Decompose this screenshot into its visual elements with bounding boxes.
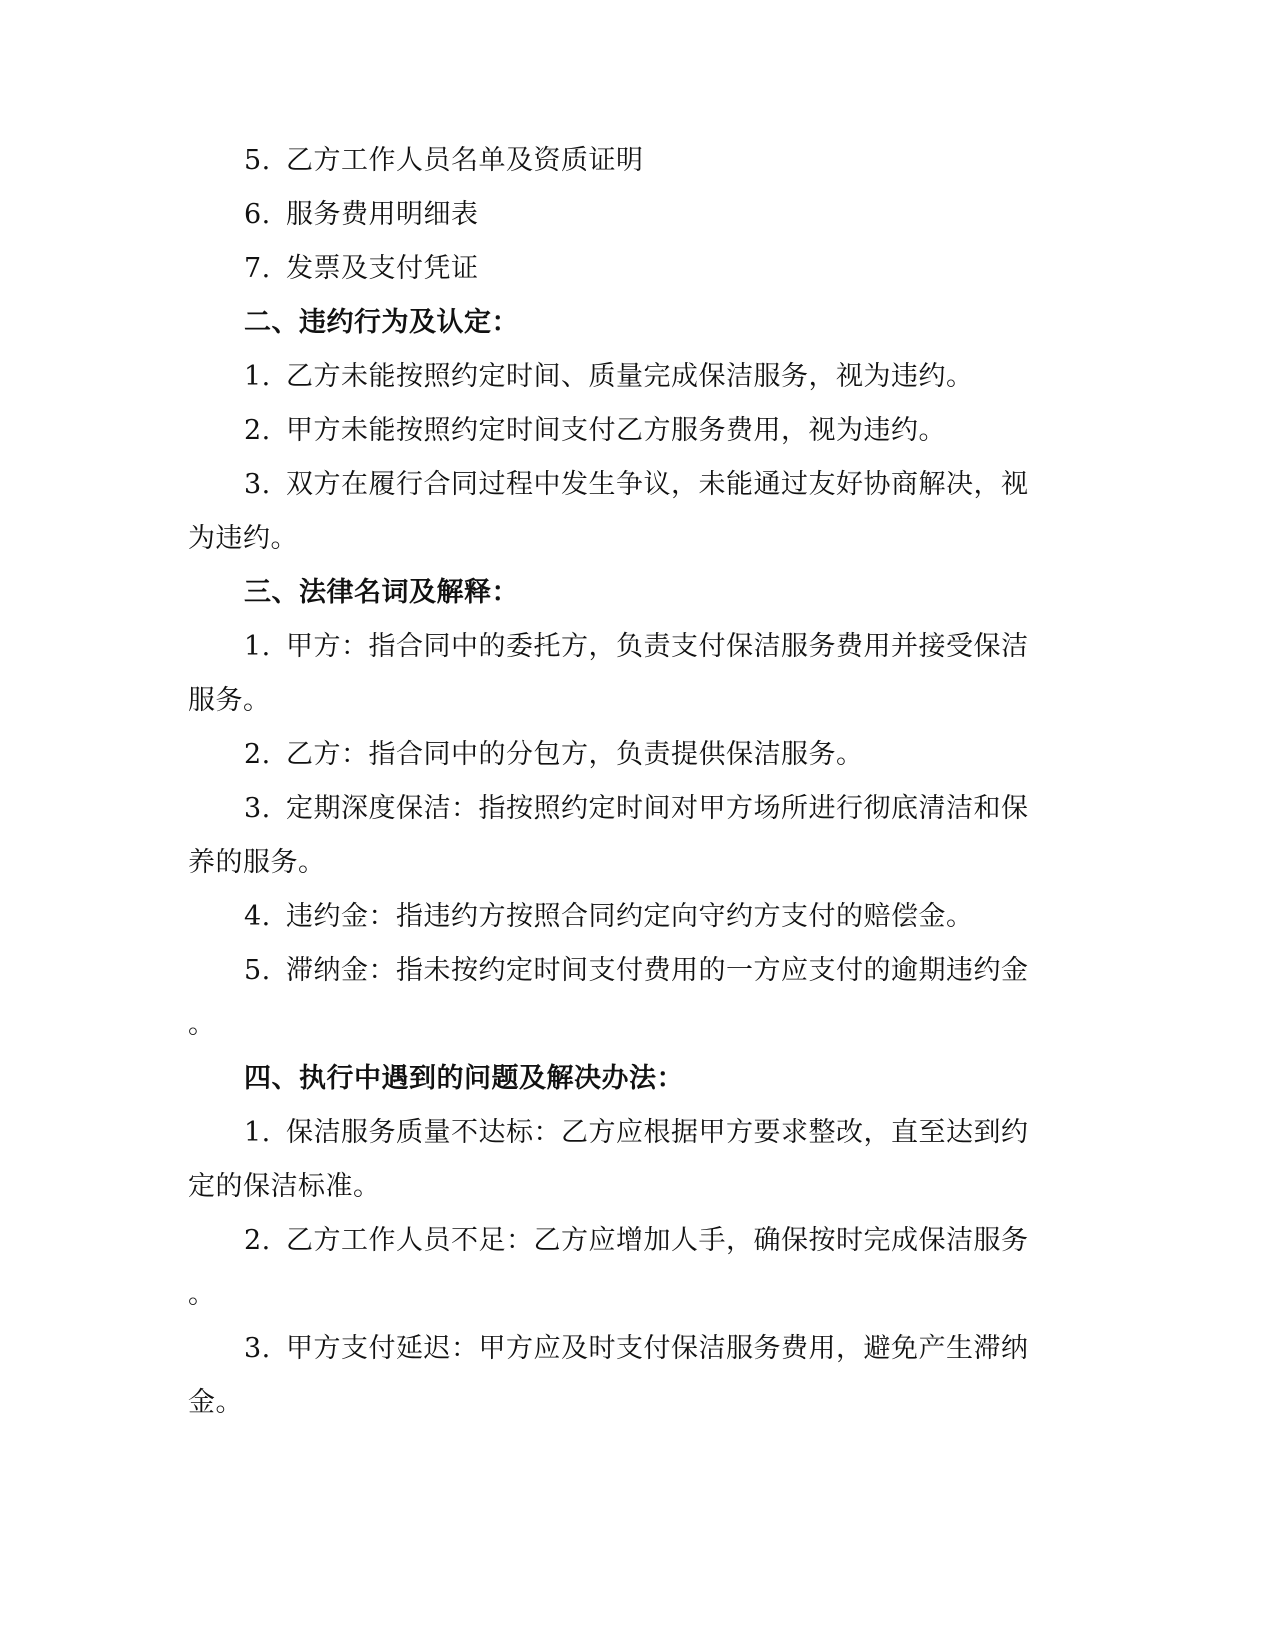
- item-text: 乙方未能按照约定时间、质量完成保洁服务，视为违约。: [286, 361, 974, 392]
- item-continuation: 养的服务。: [188, 847, 326, 878]
- list-item: [244, 735, 1144, 775]
- item-number: 5.: [244, 145, 271, 176]
- item-number: 2.: [244, 739, 271, 770]
- item-text: 甲方：指合同中的委托方，负责支付保洁服务费用并接受保洁: [286, 631, 1029, 662]
- list-item: [244, 789, 1144, 829]
- list-item: [244, 1329, 1144, 1369]
- list-item: [244, 195, 1144, 235]
- item-text: 发票及支付凭证: [286, 253, 479, 284]
- item-continuation: 为违约。: [188, 523, 298, 554]
- section-heading: 二、违约行为及认定：: [244, 307, 519, 338]
- item-number: 1.: [244, 361, 271, 392]
- item-text: 定期深度保洁：指按照约定时间对甲方场所进行彻底清洁和保: [286, 793, 1029, 824]
- list-item: [244, 627, 1144, 667]
- item-continuation: 金。: [188, 1387, 243, 1418]
- item-text: 乙方工作人员名单及资质证明: [286, 145, 644, 176]
- item-text: 乙方工作人员不足：乙方应增加人手，确保按时完成保洁服务: [286, 1225, 1029, 1256]
- item-text: 甲方未能按照约定时间支付乙方服务费用，视为违约。: [286, 415, 946, 446]
- item-number: 7.: [244, 253, 271, 284]
- item-text: 乙方：指合同中的分包方，负责提供保洁服务。: [286, 739, 864, 770]
- item-number: 3.: [244, 793, 271, 824]
- list-item: [244, 897, 1144, 937]
- item-continuation: 。: [188, 1279, 216, 1310]
- item-text: 违约金：指违约方按照合同约定向守约方支付的赔偿金。: [286, 901, 974, 932]
- list-item: [244, 141, 1144, 181]
- item-number: 2.: [244, 415, 271, 446]
- item-text: 滞纳金：指未按约定时间支付费用的一方应支付的逾期违约金: [286, 955, 1029, 986]
- item-number: 3.: [244, 1333, 271, 1364]
- item-continuation: 定的保洁标准。: [188, 1171, 381, 1202]
- list-item: [244, 249, 1144, 289]
- item-number: 3.: [244, 469, 271, 500]
- item-number: 1.: [244, 1117, 271, 1148]
- list-item: [244, 951, 1144, 991]
- item-text: 双方在履行合同过程中发生争议，未能通过友好协商解决，视: [286, 469, 1029, 500]
- list-item: [244, 465, 1144, 505]
- list-item: [244, 411, 1144, 451]
- item-number: 4.: [244, 901, 271, 932]
- list-item: [244, 357, 1144, 397]
- item-number: 5.: [244, 955, 271, 986]
- item-continuation: 服务。: [188, 685, 271, 716]
- item-number: 2.: [244, 1225, 271, 1256]
- list-item: [244, 1113, 1144, 1153]
- section-heading: 三、法律名词及解释：: [244, 577, 519, 608]
- item-number: 6.: [244, 199, 271, 230]
- item-text: 保洁服务质量不达标：乙方应根据甲方要求整改，直至达到约: [286, 1117, 1029, 1148]
- item-text: 服务费用明细表: [286, 199, 479, 230]
- item-text: 甲方支付延迟：甲方应及时支付保洁服务费用，避免产生滞纳: [286, 1333, 1029, 1364]
- section-heading: 四、执行中遇到的问题及解决办法：: [244, 1063, 684, 1094]
- item-number: 1.: [244, 631, 271, 662]
- item-continuation: 。: [188, 1009, 216, 1040]
- list-item: [244, 1221, 1144, 1261]
